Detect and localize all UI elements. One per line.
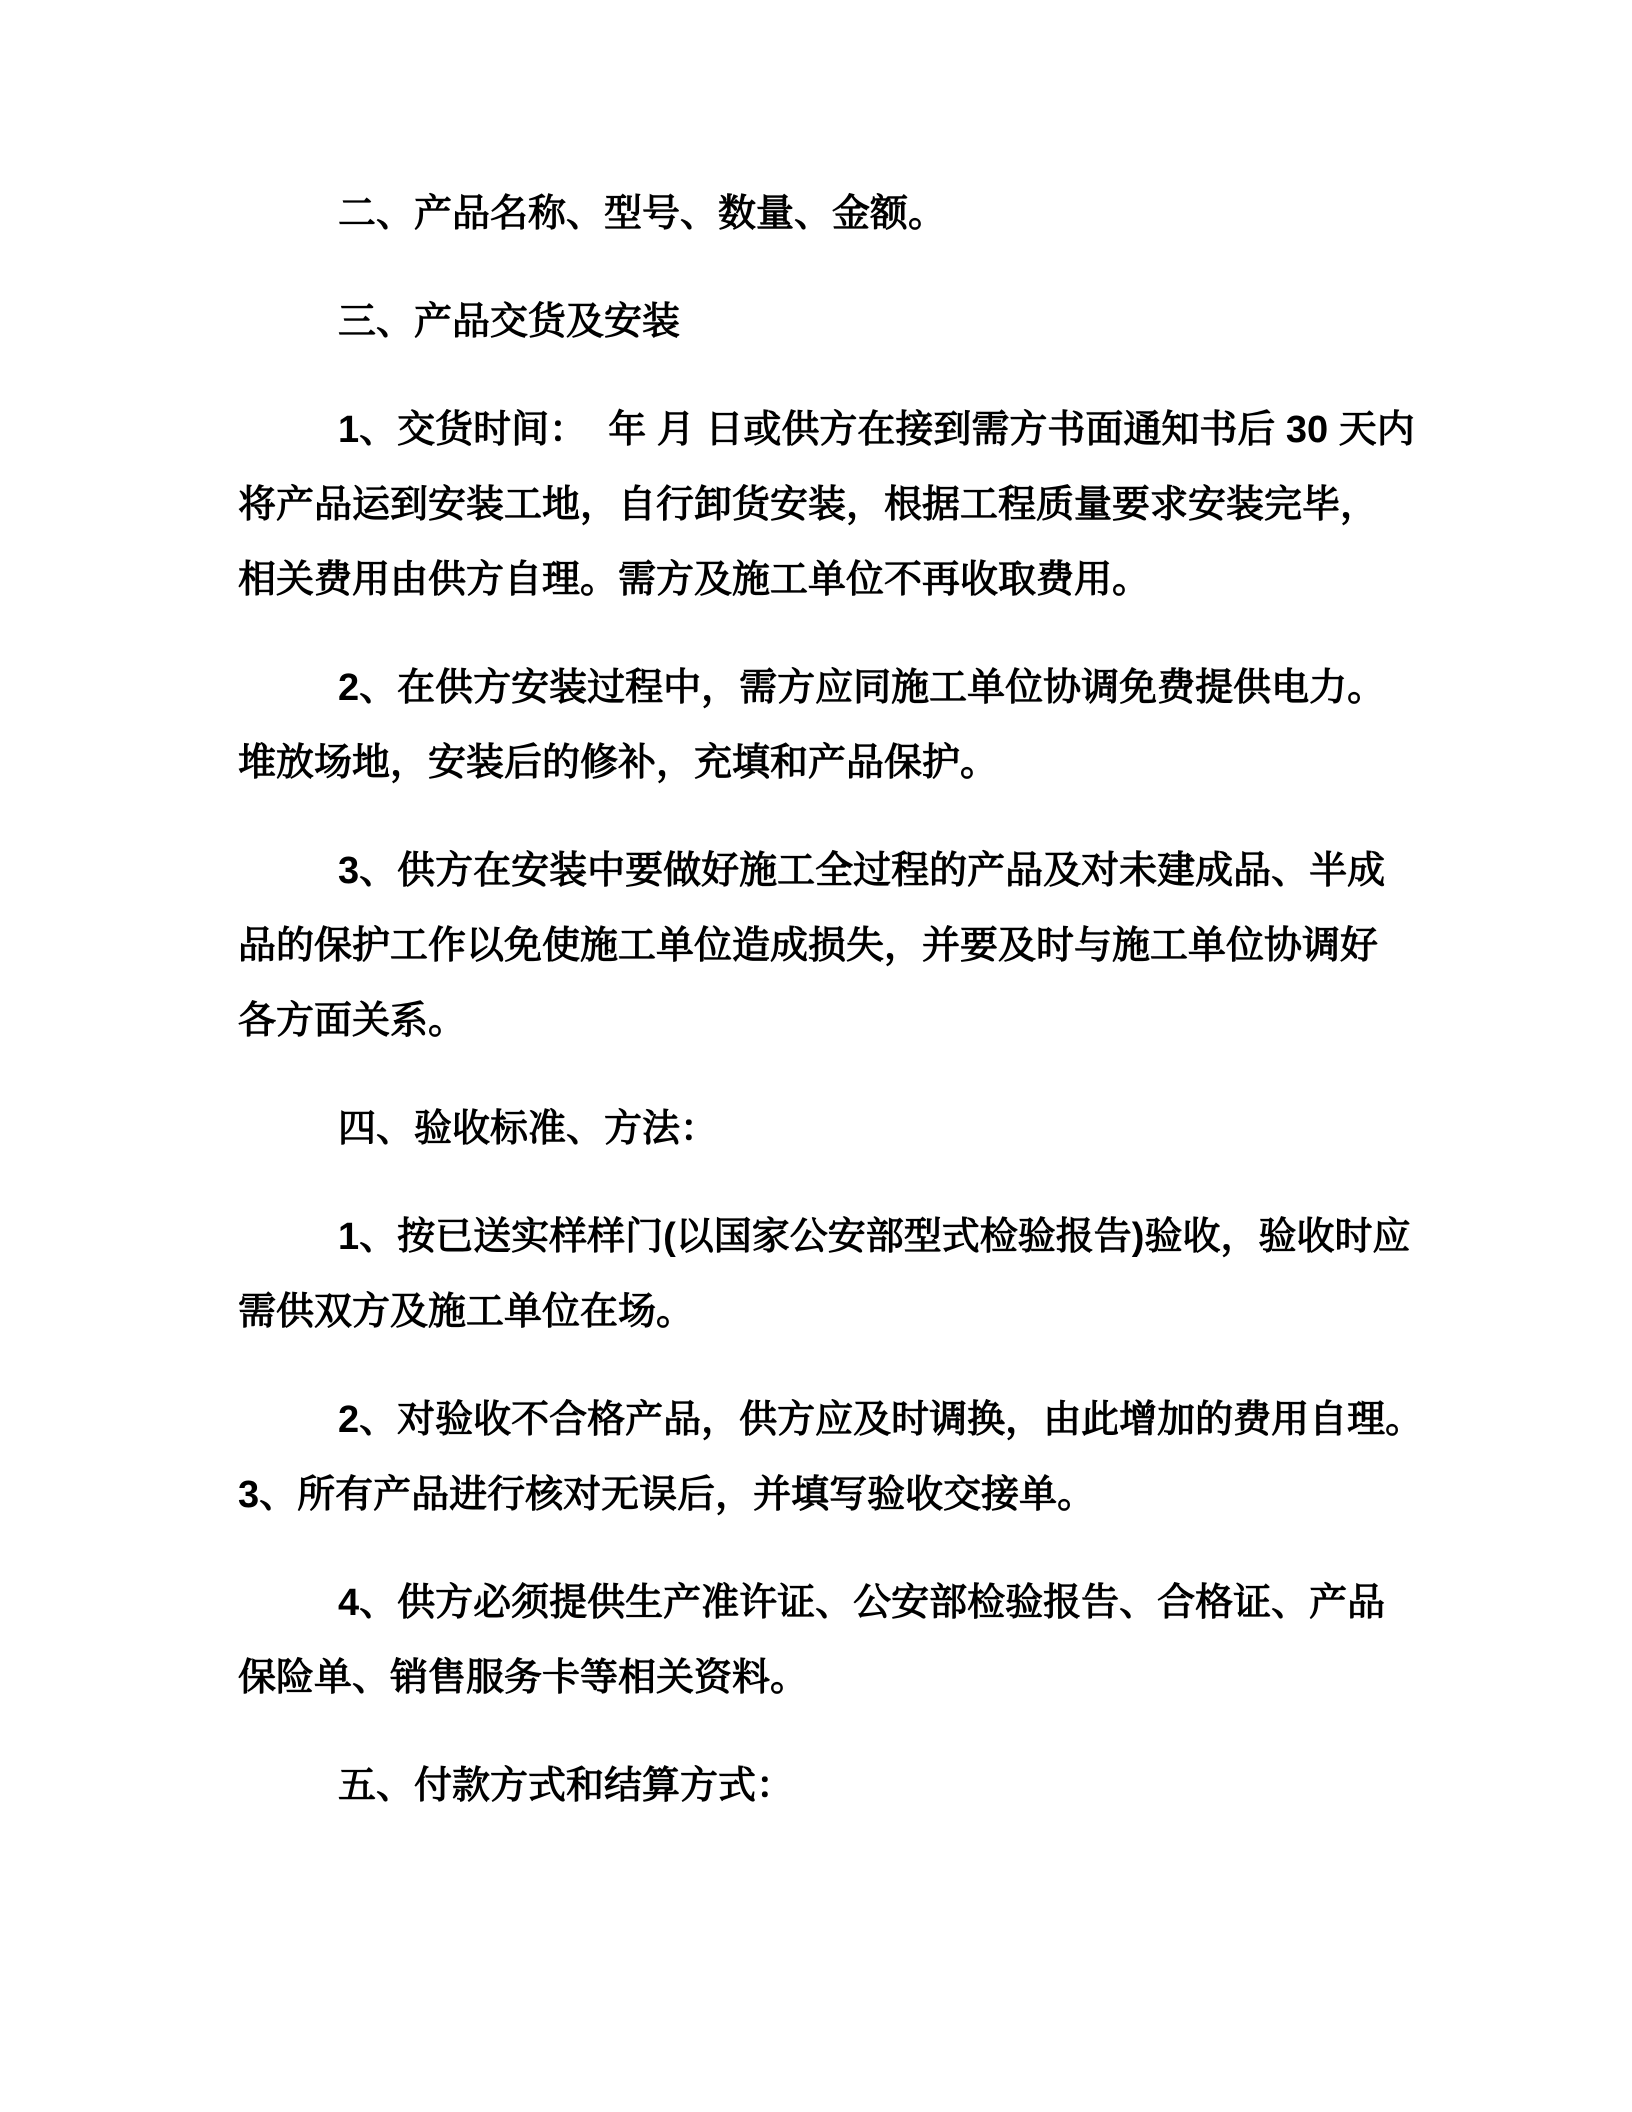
paragraph-line: 4、供方必须提供生产准许证、公安部检验报告、合格证、产品 [338, 1582, 1386, 1624]
paragraph-line: 1、按已送实样样门(以国家公安部型式检验报告)验收，验收时应 [338, 1216, 1411, 1258]
paragraph-line: 相关费用由供方自理。需方及施工单位不再收取费用。 [238, 559, 1151, 601]
paragraph-line: 品的保护工作以免使施工单位造成损失，并要及时与施工单位协调好 [238, 925, 1379, 967]
clause-2-heading [238, 177, 1488, 252]
paragraph-line: 将产品运到安装工地，自行卸货安装，根据工程质量要求安装完毕， [238, 484, 1379, 526]
clause-3-heading [238, 285, 1488, 360]
clause-4-heading [238, 1092, 1488, 1167]
clause-3-item-3 [238, 834, 1488, 1059]
paragraph-line: 五、付款方式和结算方式： [338, 1765, 795, 1807]
paragraph-line: 保险单、销售服务卡等相关资料。 [238, 1657, 809, 1699]
paragraph-line: 需供双方及施工单位在场。 [238, 1291, 695, 1333]
clause-4-item-1 [238, 1200, 1488, 1350]
clause-5-heading [238, 1749, 1488, 1824]
document-body [238, 177, 1488, 1857]
clause-3-item-1 [238, 393, 1488, 618]
paragraph-line: 3、所有产品进行核对无误后，并填写验收交接单。 [238, 1474, 1096, 1516]
paragraph-line: 2、在供方安装过程中，需方应同施工单位协调免费提供电力。 [338, 667, 1386, 709]
paragraph-line: 四、验收标准、方法： [338, 1108, 719, 1150]
paragraph-line: 1、交货时间： 年 月 日或供方在接到需方书面通知书后 30 天内 [338, 409, 1415, 451]
paragraph-line: 各方面关系。 [238, 1000, 467, 1042]
paragraph-line: 三、产品交货及安装 [338, 301, 681, 343]
clause-4-items-2-3 [238, 1383, 1488, 1533]
paragraph-line: 3、供方在安装中要做好施工全过程的产品及对未建成品、半成 [338, 850, 1386, 892]
clause-3-item-2 [238, 651, 1488, 801]
paragraph-line: 2、对验收不合格产品，供方应及时调换，由此增加的费用自理。 [338, 1399, 1424, 1441]
clause-4-item-4 [238, 1566, 1488, 1716]
paragraph-line: 二、产品名称、型号、数量、金额。 [338, 193, 947, 235]
paragraph-line: 堆放场地，安装后的修补，充填和产品保护。 [238, 742, 999, 784]
